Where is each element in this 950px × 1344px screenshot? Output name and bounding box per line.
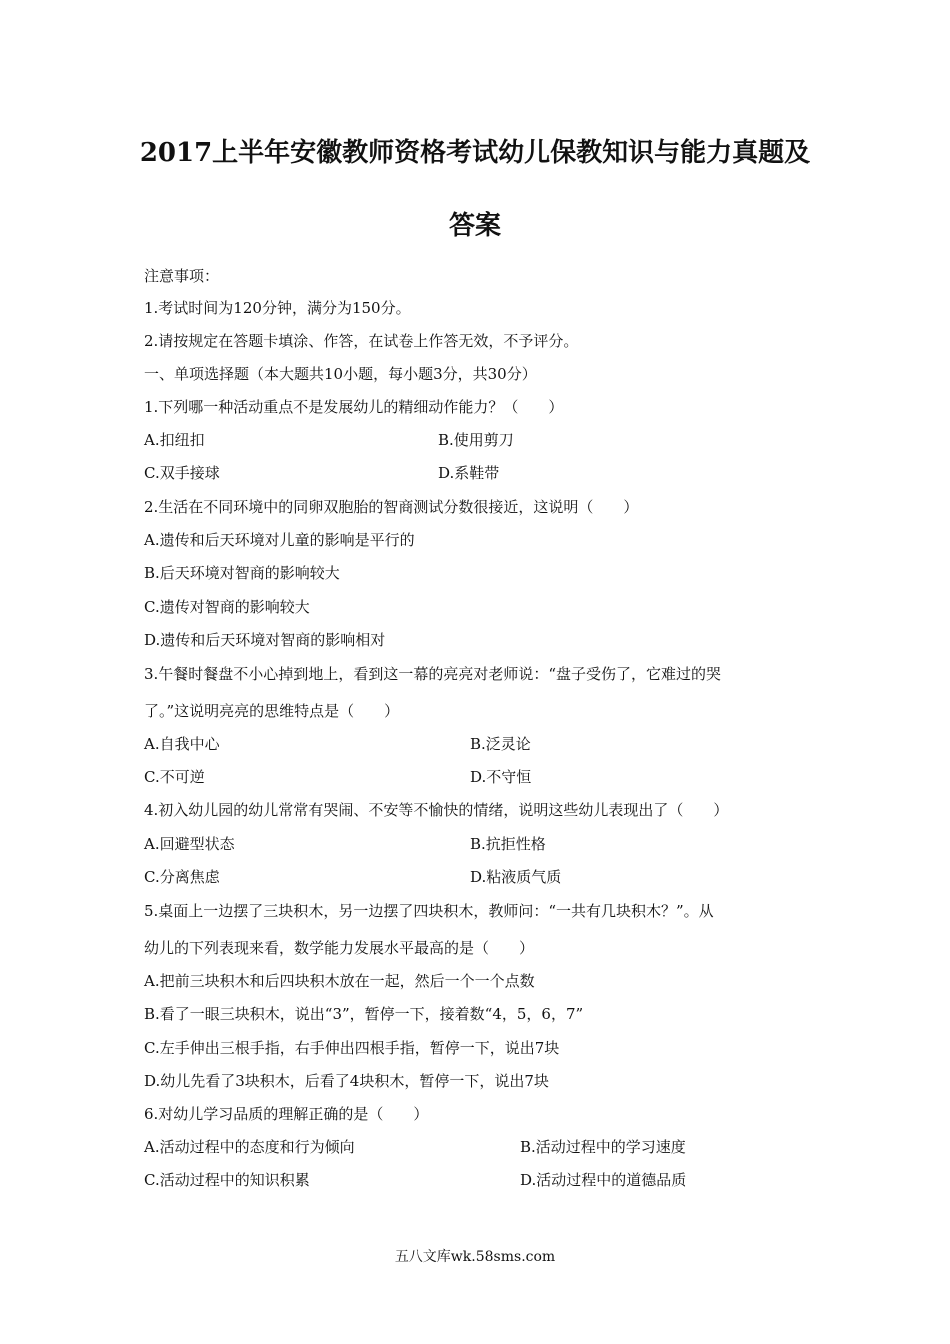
question-4-option-b: B.抗拒性格: [470, 835, 546, 853]
question-3-option-b: B.泛灵论: [470, 735, 531, 753]
question-3-option-d: D.不守恒: [470, 768, 532, 786]
question-1-option-d: D.系鞋带: [438, 464, 500, 482]
notice-item-2: 2.请按规定在答题卡填涂、作答，在试卷上作答无效，不予评分。: [144, 332, 579, 350]
page-footer: 五八文库wk.58sms.com: [394, 1249, 556, 1265]
question-4-stem: 4.初入幼儿园的幼儿常常有哭闹、不安等不愉快的情绪，说明这些幼儿表现出了（ ）: [144, 801, 729, 819]
question-6-stem: 6.对幼儿学习品质的理解正确的是（ ）: [144, 1105, 429, 1123]
question-3-stem-line-2: 了。”这说明亮亮的思维特点是（ ）: [144, 702, 400, 720]
question-6-option-a: A.活动过程中的态度和行为倾向: [144, 1138, 355, 1156]
question-4-option-a: A.回避型状态: [144, 835, 235, 853]
question-3-option-a: A.自我中心: [144, 735, 220, 753]
question-4-option-c: C.分离焦虑: [144, 868, 220, 886]
question-2-stem: 2.生活在不同环境中的同卵双胞胎的智商测试分数很接近，这说明（ ）: [144, 498, 639, 516]
document-title-line-2: 答案: [448, 211, 501, 241]
notice-item-1: 1.考试时间为120分钟，满分为150分。: [144, 299, 411, 317]
question-5-stem-line-2: 幼儿的下列表现来看，数学能力发展水平最高的是（ ）: [144, 939, 535, 957]
question-3-option-c: C.不可逆: [144, 768, 205, 786]
question-5-option-d: D.幼儿先看了3块积木，后看了4块积木，暂停一下，说出7块: [144, 1072, 549, 1090]
question-5-stem-line-1: 5.桌面上一边摆了三块积木，另一边摆了四块积木，教师问：“一共有几块积木？”。从: [144, 902, 714, 920]
notice-heading: 注意事项：: [144, 267, 220, 285]
document-title-line-1: 2017上半年安徽教师资格考试幼儿保教知识与能力真题及: [139, 138, 811, 168]
question-3-stem-line-1: 3.午餐时餐盘不小心掉到地上，看到这一幕的亮亮对老师说：“盘子受伤了，它难过的哭: [144, 665, 721, 683]
question-6-option-d: D.活动过程中的道德品质: [520, 1171, 687, 1189]
question-2-option-c: C.遗传对智商的影响较大: [144, 598, 310, 616]
question-6-option-c: C.活动过程中的知识积累: [144, 1171, 310, 1189]
question-1-option-a: A.扣纽扣: [144, 431, 205, 449]
question-1-option-b: B.使用剪刀: [438, 431, 514, 449]
question-6-option-b: B.活动过程中的学习速度: [520, 1138, 686, 1156]
question-2-option-a: A.遗传和后天环境对儿童的影响是平行的: [144, 531, 415, 549]
section-heading: 一、单项选择题（本大题共10小题，每小题3分，共30分）: [144, 365, 537, 383]
question-1-stem: 1.下列哪一种活动重点不是发展幼儿的精细动作能力？（ ）: [144, 398, 564, 416]
question-5-option-a: A.把前三块积木和后四块积木放在一起，然后一个一个点数: [144, 972, 535, 990]
question-5-option-b: B.看了一眼三块积木，说出“3”，暂停一下，接着数“4，5，6，7”: [144, 1005, 584, 1023]
question-2-option-d: D.遗传和后天环境对智商的影响相对: [144, 631, 386, 649]
question-1-option-c: C.双手接球: [144, 464, 220, 482]
question-5-option-c: C.左手伸出三根手指，右手伸出四根手指，暂停一下，说出7块: [144, 1039, 560, 1057]
question-4-option-d: D.粘液质气质: [470, 868, 562, 886]
question-2-option-b: B.后天环境对智商的影响较大: [144, 564, 340, 582]
